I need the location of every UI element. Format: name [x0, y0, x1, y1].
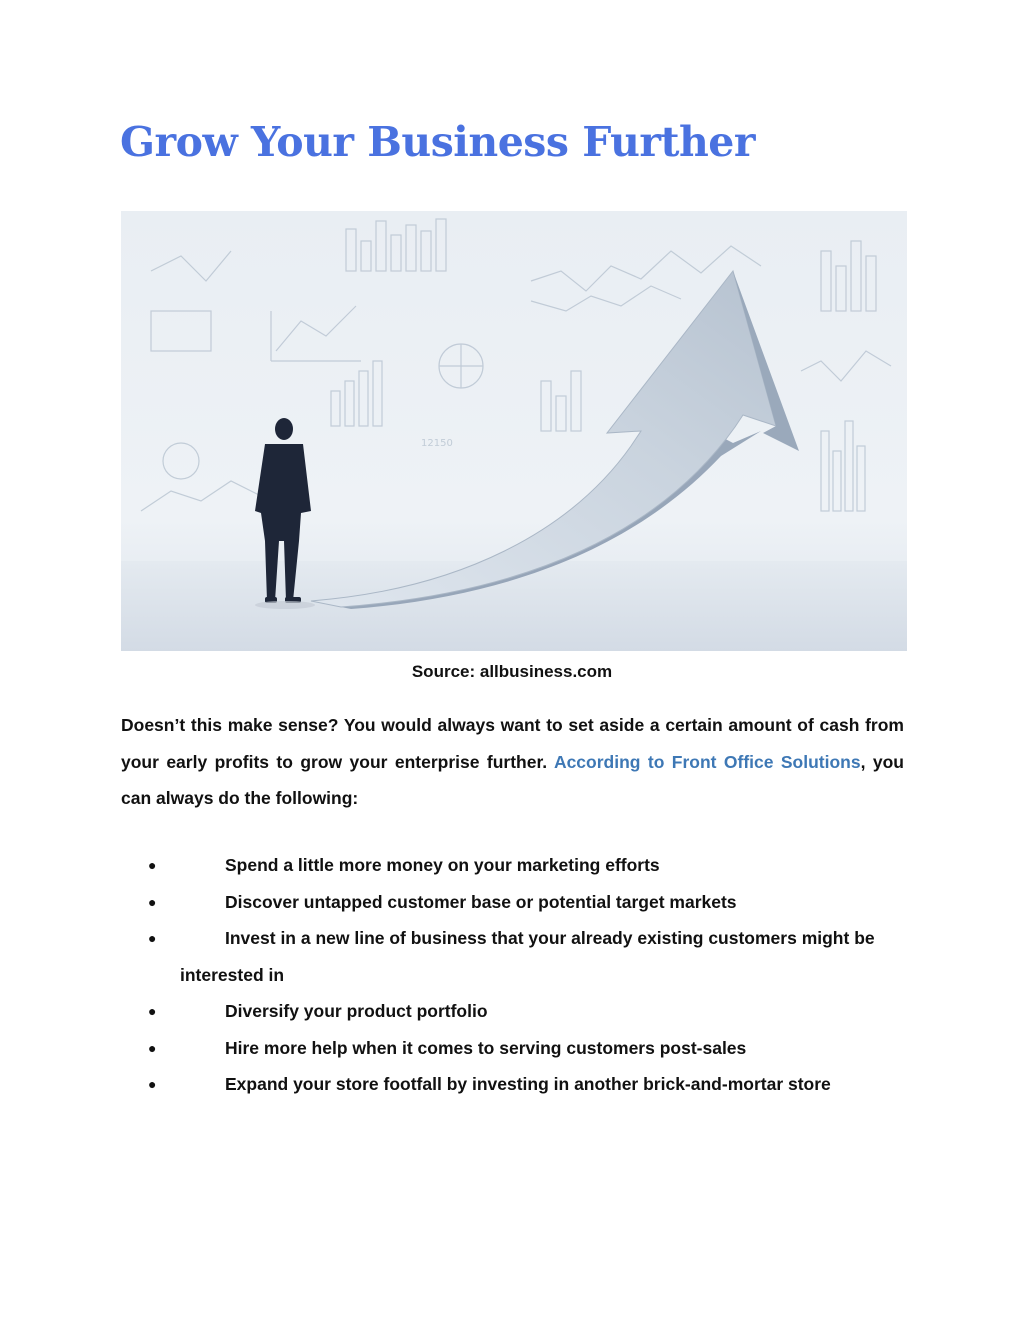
paragraph-text-before-link: Doesn’t this make sense? You would always want to set aside a certain amount of cash from your early profits to grow your enterprise further. — [121, 715, 904, 772]
hero-image — [121, 211, 907, 651]
bullet-icon: ● — [148, 857, 157, 873]
bullet-icon: ● — [148, 930, 157, 946]
svg-text:12150: 12150 — [421, 438, 453, 449]
body-paragraph — [121, 707, 904, 817]
bullet-icon: ● — [148, 1039, 157, 1056]
list-item-text: Expand your store footfall by investing in another brick-and-mortar store — [225, 1074, 831, 1094]
growth-arrow-illustration — [121, 211, 907, 651]
list-item-text: Diversify your product portfolio — [225, 1001, 488, 1021]
bullet-icon: ● — [148, 893, 157, 910]
bullet-icon: ● — [148, 1076, 157, 1092]
bullet-list — [121, 847, 904, 1103]
front-office-solutions-link[interactable]: According to Front Office Solutions — [553, 751, 861, 772]
list-item — [121, 1030, 904, 1067]
list-item — [121, 920, 904, 993]
image-caption: Source: allbusiness.com — [411, 662, 613, 681]
list-item-text: Invest in a new line of business that your already existing customers might be interested in — [180, 928, 875, 985]
list-item — [121, 884, 904, 921]
list-item — [121, 1066, 904, 1103]
list-item-text: Hire more help when it comes to serving customers post-sales — [225, 1037, 747, 1058]
list-item-text: Spend a little more money on your marketing efforts — [225, 855, 660, 875]
paragraph-text-after-link: , you can always do the following: — [121, 751, 904, 808]
list-item — [121, 993, 904, 1030]
page-title: Grow Your Business Further — [120, 118, 755, 166]
list-item-text: Discover untapped customer base or potential target markets — [225, 891, 737, 912]
list-item — [121, 847, 904, 884]
bullet-icon: ● — [148, 1003, 157, 1019]
